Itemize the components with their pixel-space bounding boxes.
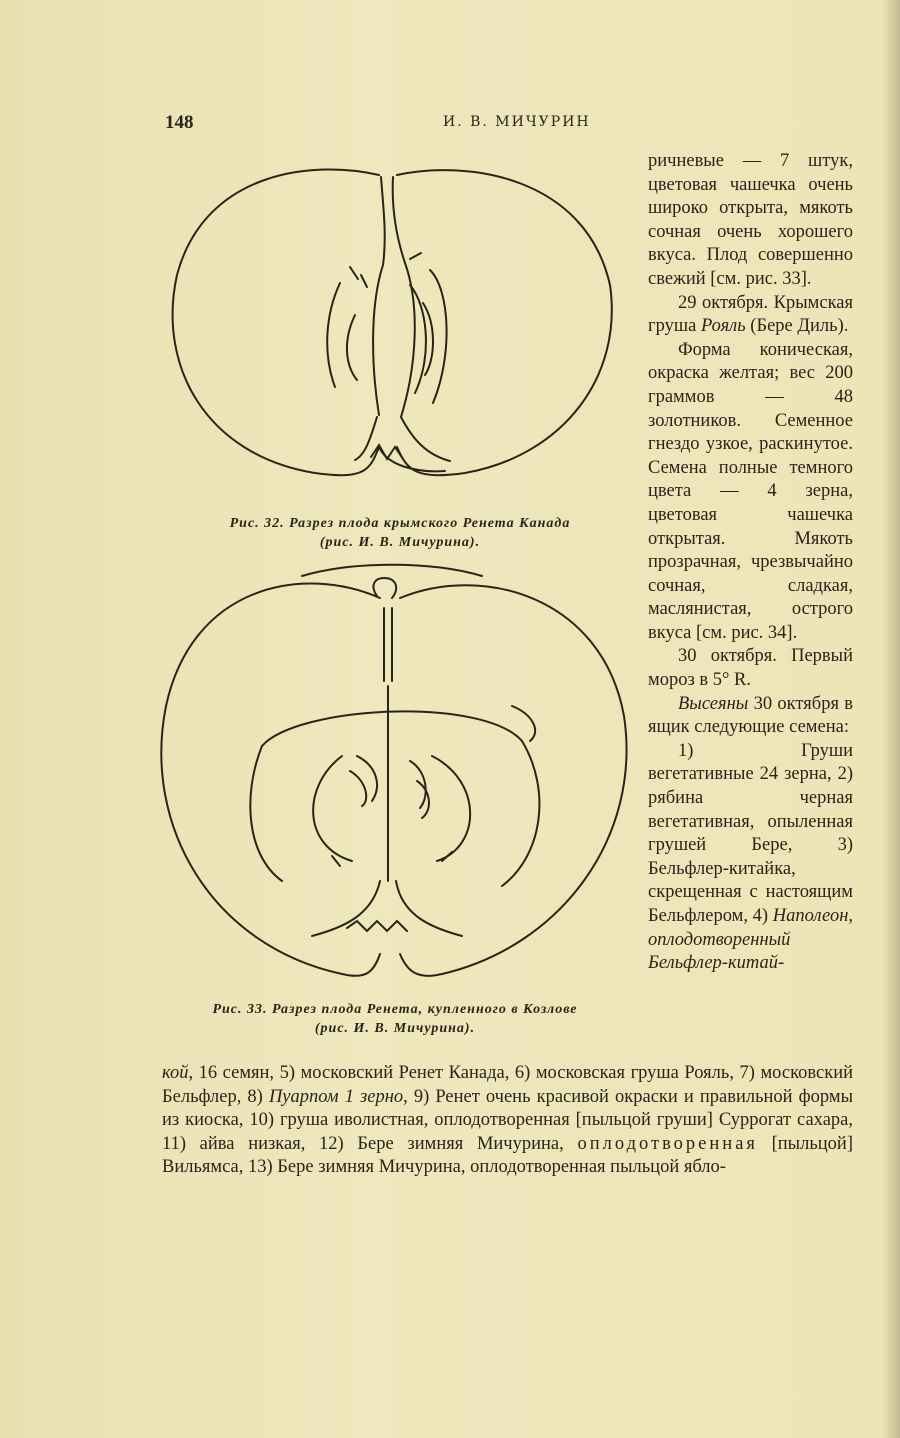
italic-text: Высеяны [678, 693, 749, 714]
figure-33-caption [160, 1000, 630, 1038]
paragraph [648, 740, 853, 976]
page-number: 148 [165, 112, 194, 133]
italic-text: Наполеон, оплодотворенный Бельфлер-китай- [648, 906, 853, 974]
running-head: И. В. МИЧУРИН [443, 114, 591, 130]
spaced-text: оплодотворенная [577, 1133, 758, 1154]
figure-33-apple-section [152, 556, 637, 986]
paragraph: ричневые — 7 штук, цветовая чашечка очень широко открыта, мякоть сочная очень хорошего вкуса. Плод совершенно свежий [см. рис. 33]. [648, 151, 853, 289]
paragraph: Форма коническая, окраска желтая; вес 200 граммов — 48 золотников. Семенное гнездо узкое, раскинутое. Семена полные темного цвета — 4 зерна, цветовая чашечка открытая. Мякоть прозрачная, чрезвычайно сочная, сладкая, маслянистая, острого вкуса [см. рис. 34]. [648, 339, 853, 643]
text-run: (Бере Диль). [745, 316, 849, 337]
italic-text: Пуарпом 1 зерно [268, 1086, 404, 1107]
paragraph [648, 693, 853, 740]
caption-line: (рис. И. В. Мичурина). [319, 535, 481, 550]
text-run: 29 октября. Крымская груша [648, 292, 853, 337]
text-run: , 9) Ренет очень красивой окраски и правильной формы из киоска, 10) груша иволистная, оплодотворенная [пыльцой груши] Суррогат сахара, 11) айва низкая, 12) Бере зимняя Мичурина, [162, 1086, 853, 1154]
text-run: 1) Груши вегетативные 24 зерна, 2) рябина черная вегетативная, опыленная грушей Бере, 3) Бельфлер-китайка, скрещенная с настоящим Бельфлером, 4) [648, 740, 853, 926]
caption-line: Рис. 33. Разрез плода Ренета, купленного в Козлове [212, 1002, 578, 1017]
paragraph [162, 1062, 853, 1180]
text-run: , 16 семян, 5) московский Ренет Канада, 6) московская груша Рояль, 7) московский Бельфлер, 8) [162, 1063, 853, 1107]
paragraph: 30 октября. Первый мороз в 5° R. [648, 646, 853, 691]
paragraph [648, 292, 853, 339]
page-edge-shadow [882, 0, 900, 1438]
text-run: [пыльцой] Вильямса, 13) Бере зимняя Мичурина, оплодотворенная пыльцой ябло- [162, 1133, 853, 1178]
text-run: 30 октября в ящик следующие семена: [648, 693, 853, 738]
italic-text: Рояль [700, 316, 746, 337]
caption-line: Рис. 32. Разрез плода крымского Ренета Канада [229, 516, 571, 531]
figure-32-caption [180, 514, 620, 552]
bottom-text [162, 1062, 853, 1180]
figure-32-apple-section [165, 155, 620, 495]
side-column-text [648, 150, 853, 976]
page-header [165, 112, 855, 136]
caption-line: (рис. И. В. Мичурина). [314, 1021, 476, 1036]
italic-text: кой [162, 1063, 189, 1083]
